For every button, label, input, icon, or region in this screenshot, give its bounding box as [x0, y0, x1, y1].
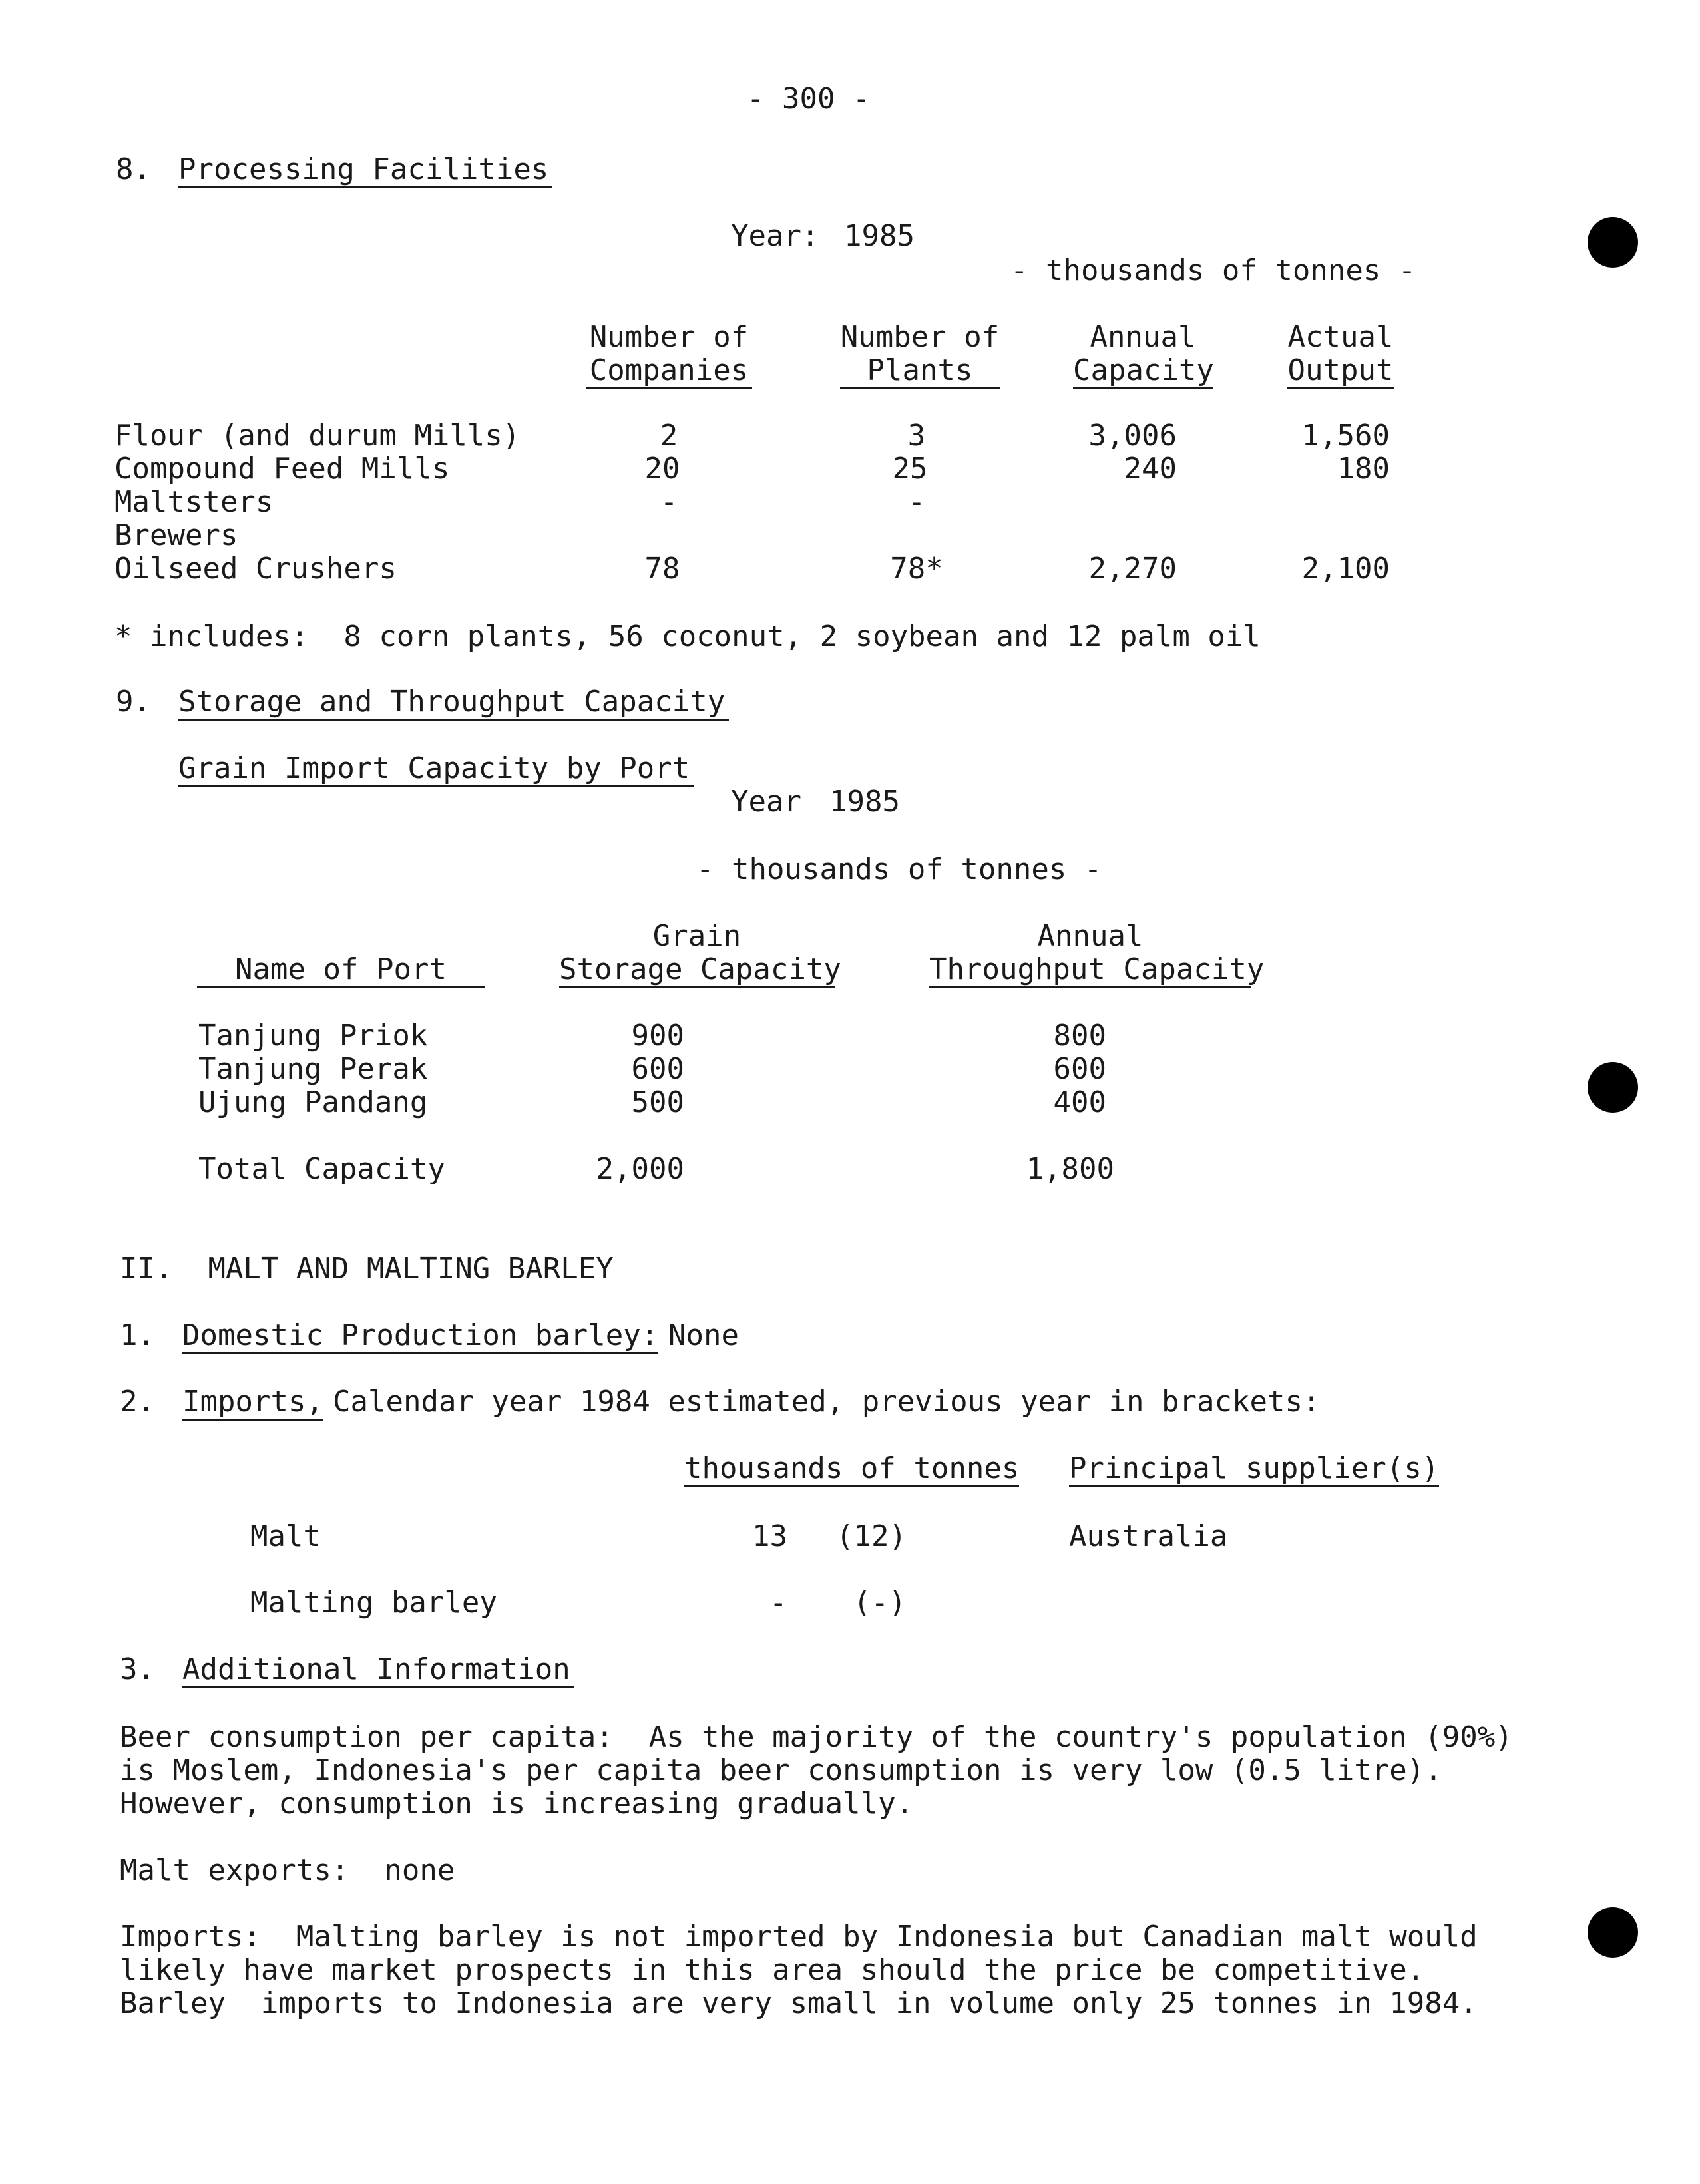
row-plants: -: [907, 485, 926, 519]
header-plants-2: Plants: [840, 354, 1000, 389]
header-companies-1: Number of: [589, 320, 749, 354]
row-name: Brewers: [114, 518, 238, 552]
beer-paragraph-line: Beer consumption per capita: As the majority of the country's population (90%): [120, 1720, 1513, 1754]
port-throughput: 400: [1053, 1085, 1106, 1119]
section-8-title: Processing Facilities: [178, 153, 552, 188]
row-capacity: 240: [1124, 452, 1177, 486]
import-name: Malting barley: [250, 1586, 497, 1620]
year-label: Year: [731, 785, 801, 819]
footnote: * includes: 8 corn plants, 56 coconut, 2 soybean and 12 palm oil: [114, 620, 1261, 653]
port-name: Tanjung Priok: [198, 1019, 428, 1053]
imports-paragraph-line: likely have market prospects in this area should the price be competitive.: [120, 1953, 1425, 1987]
row-plants: 78*: [890, 552, 943, 586]
part-2-heading: II. MALT AND MALTING BARLEY: [120, 1252, 614, 1286]
row-plants: 25: [892, 452, 928, 486]
row-companies: -: [660, 485, 678, 519]
year-value: 1985: [844, 219, 915, 253]
port-name: Ujung Pandang: [198, 1085, 428, 1119]
header-throughput-1: Annual: [1037, 919, 1144, 953]
header-capacity-1: Annual: [1090, 320, 1196, 354]
section-9-title: Storage and Throughput Capacity: [178, 685, 729, 721]
imports-paragraph-line: Imports: Malting barley is not imported by Indonesia but Canadian malt would: [120, 1920, 1478, 1954]
row-output: 180: [1337, 452, 1390, 486]
row-name: Compound Feed Mills: [114, 452, 450, 486]
section-9-number: 9.: [116, 685, 151, 719]
item-1-number: 1.: [120, 1318, 155, 1352]
item-2-title: Imports,: [182, 1385, 323, 1421]
punch-hole: [1588, 1062, 1638, 1113]
section-8-number: 8.: [116, 152, 151, 186]
header-plants-1: Number of: [840, 320, 1000, 354]
year-value: 1985: [829, 785, 900, 819]
total-throughput: 1,800: [1026, 1152, 1114, 1186]
row-companies: 78: [644, 552, 680, 586]
row-plants: 3: [907, 419, 926, 453]
port-throughput: 800: [1053, 1019, 1106, 1053]
punch-hole: [1588, 1907, 1638, 1958]
import-supplier: Australia: [1069, 1519, 1228, 1553]
column-units: thousands of tonnes: [684, 1452, 1019, 1487]
item-1-value: None: [668, 1318, 739, 1352]
port-storage: 500: [631, 1085, 684, 1119]
row-output: 2,100: [1301, 552, 1390, 586]
column-supplier: Principal supplier(s): [1069, 1452, 1439, 1487]
malt-exports: Malt exports: none: [120, 1853, 455, 1887]
import-name: Malt: [250, 1519, 321, 1553]
header-output-1: Actual: [1287, 320, 1394, 354]
header-output-2: Output: [1287, 354, 1394, 389]
import-previous: (-): [853, 1586, 907, 1620]
units-label: - thousands of tonnes -: [1010, 254, 1416, 287]
item-1-title: Domestic Production barley:: [182, 1319, 658, 1354]
item-3-title: Additional Information: [182, 1653, 574, 1688]
import-current: 13: [752, 1519, 787, 1553]
import-current: -: [769, 1586, 787, 1620]
row-capacity: 2,270: [1088, 552, 1177, 586]
year-label: Year:: [731, 219, 819, 253]
import-previous: (12): [836, 1519, 907, 1553]
header-companies-2: Companies: [586, 354, 752, 389]
total-storage: 2,000: [596, 1152, 684, 1186]
header-storage-2: Storage Capacity: [559, 953, 835, 988]
row-output: 1,560: [1301, 419, 1390, 453]
port-throughput: 600: [1053, 1052, 1106, 1086]
header-capacity-2: Capacity: [1073, 354, 1213, 389]
beer-paragraph-line: is Moslem, Indonesia's per capita beer consumption is very low (0.5 litre).: [120, 1753, 1442, 1787]
header-storage-1: Grain: [652, 919, 742, 953]
beer-paragraph-line: However, consumption is increasing gradually.: [120, 1787, 914, 1821]
row-capacity: 3,006: [1088, 419, 1177, 453]
item-2-number: 2.: [120, 1385, 155, 1419]
header-port: Name of Port: [197, 953, 485, 988]
imports-paragraph-line: Barley imports to Indonesia are very small in volume only 25 tonnes in 1984.: [120, 1986, 1478, 2020]
port-storage: 600: [631, 1052, 684, 1086]
total-label: Total Capacity: [198, 1152, 445, 1186]
row-name: Oilseed Crushers: [114, 552, 397, 586]
header-throughput-2: Throughput Capacity: [929, 953, 1251, 988]
units-label: - thousands of tonnes -: [696, 852, 1102, 886]
row-name: Maltsters: [114, 485, 274, 519]
item-2-text: Calendar year 1984 estimated, previous year in brackets:: [333, 1385, 1321, 1419]
punch-hole: [1588, 217, 1638, 268]
port-storage: 900: [631, 1019, 684, 1053]
row-companies: 20: [644, 452, 680, 486]
row-companies: 2: [660, 419, 678, 453]
row-name: Flour (and durum Mills): [114, 419, 521, 453]
item-3-number: 3.: [120, 1652, 155, 1686]
section-9-subtitle: Grain Import Capacity by Port: [178, 752, 694, 787]
port-name: Tanjung Perak: [198, 1052, 428, 1086]
page-number: - 300 -: [747, 82, 871, 116]
